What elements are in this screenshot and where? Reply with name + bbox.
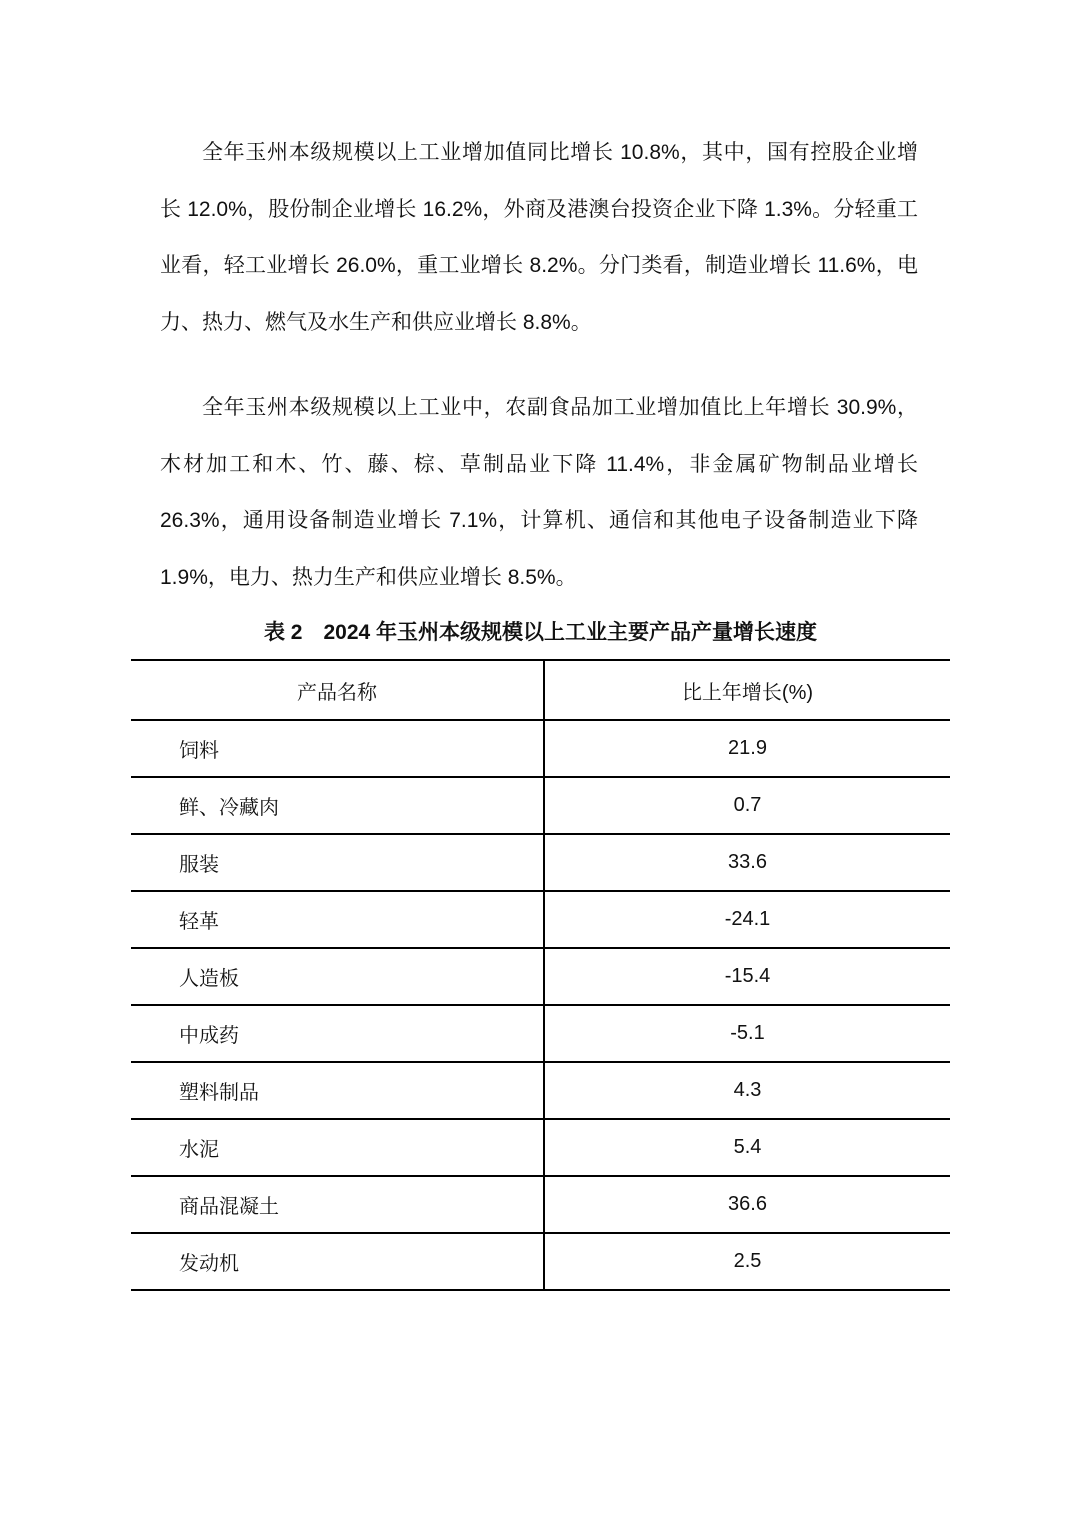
product-name-cell: 饲料 (131, 720, 544, 777)
table-row (131, 1119, 950, 1176)
product-name-cell: 鲜、冷藏肉 (131, 777, 544, 834)
growth-value-cell: 21.9 (544, 720, 950, 777)
product-name-cell: 商品混凝土 (131, 1176, 544, 1233)
table-header-row (131, 660, 950, 720)
product-name-cell: 水泥 (131, 1119, 544, 1176)
column-header-growth-rate: 比上年增长(%) (544, 660, 950, 720)
table-row (131, 1062, 950, 1119)
growth-value-cell: 5.4 (544, 1119, 950, 1176)
table-body (131, 720, 950, 1290)
table-row (131, 834, 950, 891)
product-name-cell: 人造板 (131, 948, 544, 1005)
table-row (131, 777, 950, 834)
product-name-cell: 塑料制品 (131, 1062, 544, 1119)
table-row (131, 948, 950, 1005)
table-row (131, 1005, 950, 1062)
table-row (131, 891, 950, 948)
product-name-cell: 服装 (131, 834, 544, 891)
product-name-cell: 发动机 (131, 1233, 544, 1290)
table-row (131, 1233, 950, 1290)
paragraph-industry-overview: 全年玉州本级规模以上工业增加值同比增长 10.8%，其中，国有控股企业增长 12.0%，股份制企业增长 16.2%，外商及港澳台投资企业下降 1.3%。分轻重工业看，轻工业增长 26.0%，重工业增长 8.2%。分门类看，制造业增长 11.6%，电力、热力、燃气及水生产和供应业增长 8.8%。 (160, 141, 918, 334)
growth-value-cell: -24.1 (544, 891, 950, 948)
growth-value-cell: -5.1 (544, 1005, 950, 1062)
column-header-product-name: 产品名称 (131, 660, 544, 720)
product-growth-table (131, 659, 950, 1291)
growth-value-cell: -15.4 (544, 948, 950, 1005)
growth-value-cell: 4.3 (544, 1062, 950, 1119)
product-name-cell: 轻革 (131, 891, 544, 948)
growth-value-cell: 2.5 (544, 1233, 950, 1290)
body-text-block (0, 0, 1074, 606)
table-title: 表 2 2024 年玉州本级规模以上工业主要产品产量增长速度 (263, 621, 818, 644)
table-row (131, 720, 950, 777)
growth-value-cell: 36.6 (544, 1176, 950, 1233)
growth-value-cell: 33.6 (544, 834, 950, 891)
product-name-cell: 中成药 (131, 1005, 544, 1062)
growth-value-cell: 0.7 (544, 777, 950, 834)
table-row (131, 1176, 950, 1233)
paragraph-industry-sectors: 全年玉州本级规模以上工业中，农副食品加工业增加值比上年增长 30.9%，木材加工和木、竹、藤、棕、草制品业下降 11.4%，非金属矿物制品业增长 26.3%，通用设备制造业增长 7.1%，计算机、通信和其他电子设备制造业下降 1.9%，电力、热力生产和供应业增长 8.5%。 (160, 396, 918, 589)
